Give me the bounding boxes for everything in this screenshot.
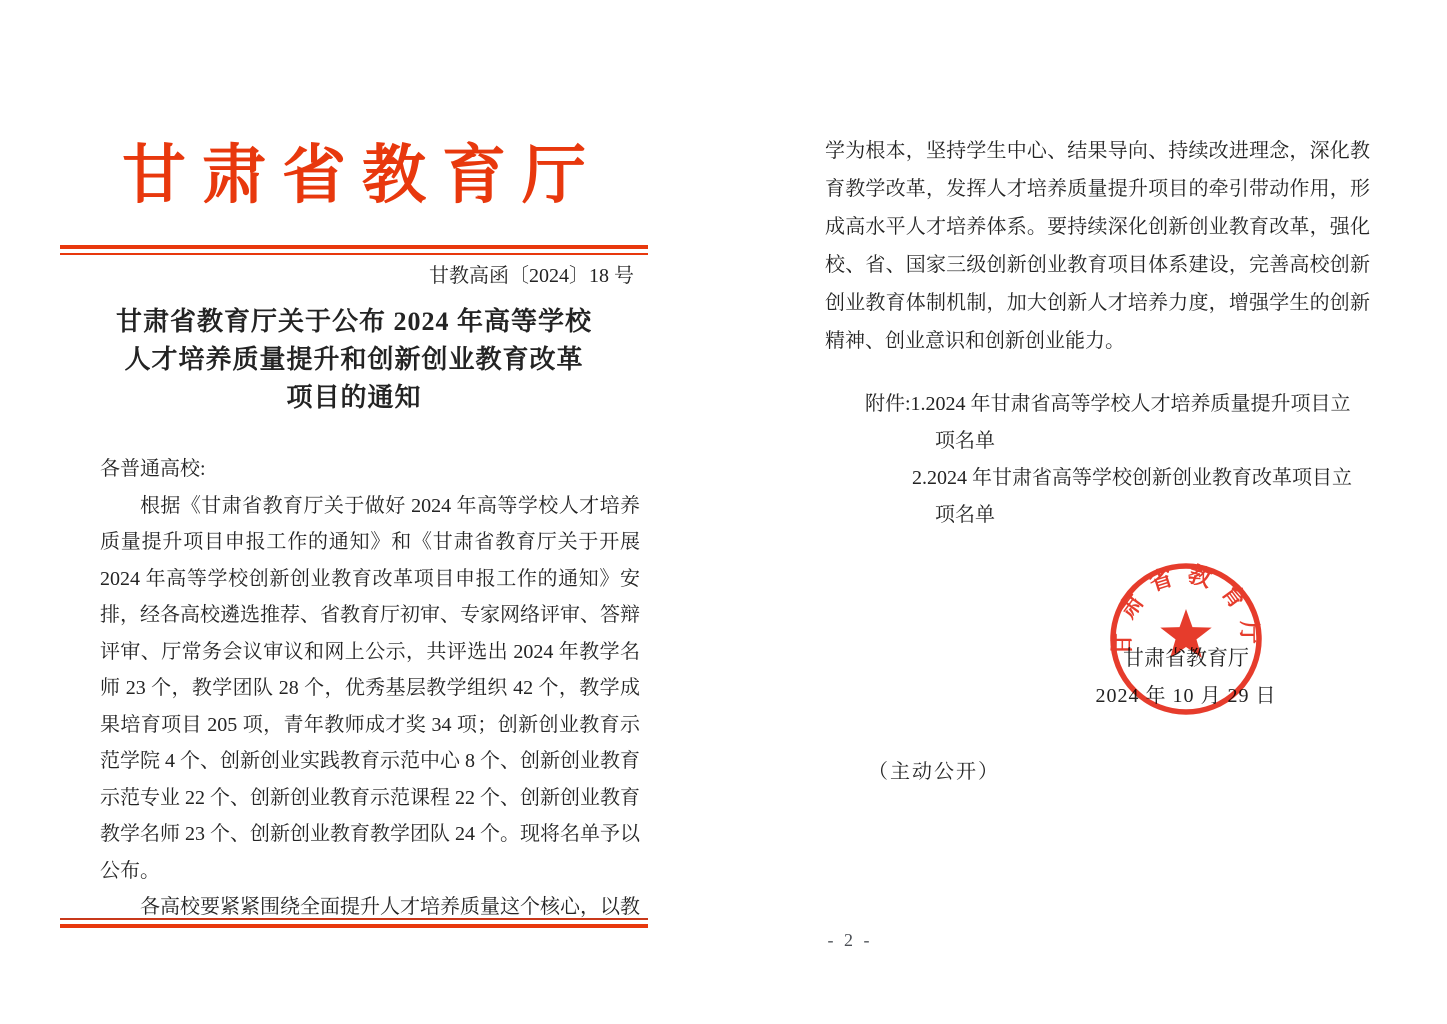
page-number: - 2 - (827, 930, 873, 950)
body-line: 成高水平人才培养体系。要持续深化创新创业教育改革，强化 (825, 216, 1370, 238)
body-line: 质量提升项目申报工作的通知》和《甘肃省教育厅关于开展 (100, 531, 640, 554)
document-title (60, 303, 648, 417)
body-line: 创业教育体制机制，加大创新人才培养力度，增强学生的创新 (825, 292, 1370, 314)
attachment-line: 项名单 (935, 504, 995, 526)
body-line: 精神、创业意识和创新创业能力。 (825, 330, 1125, 352)
seal-arc-text: 甘肃省教育厅 (1109, 561, 1263, 657)
body-line: 各高校要紧紧围绕全面提升人才培养质量这个核心，以教 (140, 896, 640, 919)
title-line: 甘肃省教育厅关于公布 2024 年高等学校 (115, 307, 592, 337)
page1-body (100, 451, 640, 926)
page-1 (60, 0, 648, 1024)
signature-date: 2024 年 10 月 29 日 (1095, 685, 1277, 707)
page2-body (825, 132, 1370, 360)
body-line: 评审、厅常务会议审议和网上公示，共评选出 2024 年教学名 (100, 640, 640, 663)
salutation: 各普通高校: (100, 458, 206, 481)
disclosure-note: （主动公开） (868, 761, 1000, 783)
body-line: 育教学改革，发挥人才培养质量提升项目的牵引带动作用，形 (825, 178, 1370, 200)
red-separator-line (60, 245, 648, 255)
doc-number: 甘教高函〔2024〕18 号 (429, 265, 634, 288)
seal-graphic (1101, 554, 1271, 724)
body-line: 2024 年高等学校创新创业教育改革项目申报工作的通知》安 (100, 567, 640, 590)
body-line: 公布。 (100, 859, 160, 882)
body-line: 学为根本，坚持学生中心、结果导向、持续改进理念，深化教 (825, 140, 1370, 162)
page-2 (825, 0, 1370, 1024)
title-line: 项目的通知 (286, 383, 422, 413)
seal-star-icon (1160, 609, 1211, 658)
body-line: 师 23 个，教学团队 28 个，优秀基层教学组织 42 个，教学成 (100, 677, 640, 700)
body-line: 排，经各高校遴选推荐、省教育厅初审、专家网络评审、答辩 (100, 604, 640, 627)
body-line: 示范专业 22 个、创新创业教育示范课程 22 个、创新创业教育 (100, 786, 640, 809)
signature-agency: 甘肃省教育厅 (1123, 646, 1249, 670)
bottom-separator-line (60, 918, 648, 928)
body-line: 校、省、国家三级创新创业教育项目体系建设，完善高校创新 (825, 254, 1370, 276)
agency-letterhead: 甘肃省教育厅 (122, 140, 602, 211)
body-line: 范学院 4 个、创新创业实践教育示范中心 8 个、创新创业教育 (100, 750, 640, 773)
attachment-line: 附件:1.2024 年甘肃省高等学校人才培养质量提升项目立 (865, 393, 1351, 415)
body-line: 根据《甘肃省教育厅关于做好 2024 年高等学校人才培养 (140, 494, 640, 517)
attachment-line: 2.2024 年甘肃省高等学校创新创业教育改革项目立 (912, 467, 1352, 489)
attachment-list (825, 386, 1370, 534)
title-line: 人才培养质量提升和创新创业教育改革 (124, 345, 584, 375)
body-line: 果培育项目 205 项，青年教师成才奖 34 项；创新创业教育示 (100, 713, 640, 736)
body-line: 教学名师 23 个、创新创业教育教学团队 24 个。现将名单予以 (100, 823, 640, 846)
attachment-line: 项名单 (935, 430, 995, 452)
official-seal (1101, 554, 1271, 724)
